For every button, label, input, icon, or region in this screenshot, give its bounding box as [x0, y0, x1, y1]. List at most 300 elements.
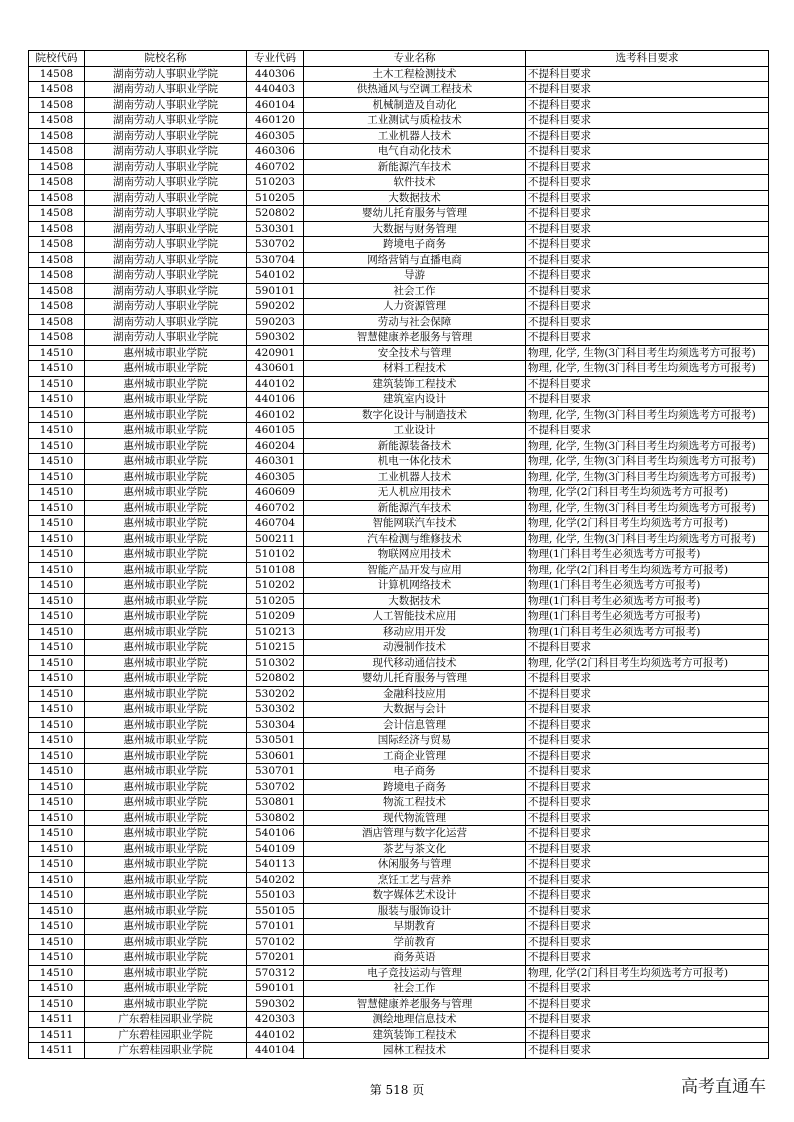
- school-name-cell: 惠州城市职业学院: [85, 562, 247, 578]
- major-name-cell: 酒店管理与数字化运营: [304, 826, 526, 842]
- table-row: [29, 934, 769, 950]
- major-code-cell: 510213: [247, 624, 304, 640]
- major-code-cell: 520802: [247, 206, 304, 222]
- table-row: [29, 190, 769, 206]
- major-name-cell: 建筑装饰工程技术: [304, 1027, 526, 1043]
- table-row: [29, 283, 769, 299]
- school-code-cell: 14510: [29, 841, 85, 857]
- school-code-cell: 14510: [29, 376, 85, 392]
- major-name-cell: 机械制造及自动化: [304, 97, 526, 113]
- major-code-cell: 530704: [247, 252, 304, 268]
- major-code-cell: 530702: [247, 779, 304, 795]
- major-code-cell: 510202: [247, 578, 304, 594]
- table-row: [29, 206, 769, 222]
- major-code-cell: 570312: [247, 965, 304, 981]
- table-row: [29, 996, 769, 1012]
- subject-requirement-cell: 物理, 化学, 生物(3门科目考生均须选考方可报考): [526, 361, 769, 377]
- school-code-cell: 14508: [29, 252, 85, 268]
- subject-requirement-cell: 物理(1门科目考生必须选考方可报考): [526, 609, 769, 625]
- major-code-cell: 510209: [247, 609, 304, 625]
- major-name-cell: 安全技术与管理: [304, 345, 526, 361]
- major-code-cell: 420901: [247, 345, 304, 361]
- table-row: [29, 345, 769, 361]
- subject-requirement-cell: 不提科目要求: [526, 686, 769, 702]
- major-code-cell: 460305: [247, 469, 304, 485]
- school-code-cell: 14510: [29, 748, 85, 764]
- major-name-cell: 人力资源管理: [304, 299, 526, 315]
- major-name-cell: 社会工作: [304, 283, 526, 299]
- school-name-cell: 广东碧桂园职业学院: [85, 1043, 247, 1059]
- major-code-cell: 440306: [247, 66, 304, 82]
- table-row: [29, 965, 769, 981]
- major-code-cell: 440106: [247, 392, 304, 408]
- table-row: [29, 686, 769, 702]
- school-name-cell: 惠州城市职业学院: [85, 407, 247, 423]
- subject-requirement-cell: 物理, 化学, 生物(3门科目考生均须选考方可报考): [526, 438, 769, 454]
- table-row: [29, 717, 769, 733]
- major-name-cell: 现代物流管理: [304, 810, 526, 826]
- subject-requirement-cell: 物理, 化学(2门科目考生均须选考方可报考): [526, 516, 769, 532]
- school-name-cell: 广东碧桂园职业学院: [85, 1012, 247, 1028]
- subject-requirement-cell: 不提科目要求: [526, 872, 769, 888]
- admission-requirements-table: [28, 50, 769, 1059]
- major-name-cell: 电子商务: [304, 764, 526, 780]
- table-row: [29, 841, 769, 857]
- school-code-cell: 14510: [29, 531, 85, 547]
- table-row: [29, 299, 769, 315]
- table-row: [29, 144, 769, 160]
- school-name-cell: 惠州城市职业学院: [85, 764, 247, 780]
- subject-requirement-cell: 不提科目要求: [526, 314, 769, 330]
- school-code-cell: 14511: [29, 1043, 85, 1059]
- table-row: [29, 547, 769, 563]
- subject-requirement-cell: 不提科目要求: [526, 1012, 769, 1028]
- major-code-cell: 540102: [247, 268, 304, 284]
- major-code-cell: 440102: [247, 1027, 304, 1043]
- major-name-cell: 移动应用开发: [304, 624, 526, 640]
- major-name-cell: 跨境电子商务: [304, 237, 526, 253]
- school-name-cell: 惠州城市职业学院: [85, 996, 247, 1012]
- school-name-cell: 湖南劳动人事职业学院: [85, 330, 247, 346]
- table-row: [29, 733, 769, 749]
- table-row: [29, 361, 769, 377]
- school-code-cell: 14508: [29, 82, 85, 98]
- major-name-cell: 大数据与会计: [304, 702, 526, 718]
- table-row: [29, 1027, 769, 1043]
- subject-requirement-cell: 不提科目要求: [526, 206, 769, 222]
- major-code-cell: 570102: [247, 934, 304, 950]
- subject-requirement-cell: 不提科目要求: [526, 66, 769, 82]
- school-code-cell: 14510: [29, 686, 85, 702]
- table-row: [29, 82, 769, 98]
- major-name-cell: 物联网应用技术: [304, 547, 526, 563]
- school-name-cell: 惠州城市职业学院: [85, 609, 247, 625]
- header-major-code: 专业代码: [247, 51, 304, 67]
- school-code-cell: 14508: [29, 221, 85, 237]
- major-name-cell: 工业设计: [304, 423, 526, 439]
- major-code-cell: 440104: [247, 1043, 304, 1059]
- school-code-cell: 14508: [29, 128, 85, 144]
- subject-requirement-cell: 不提科目要求: [526, 903, 769, 919]
- subject-requirement-cell: 不提科目要求: [526, 128, 769, 144]
- school-code-cell: 14510: [29, 469, 85, 485]
- major-code-cell: 460704: [247, 516, 304, 532]
- school-code-cell: 14510: [29, 981, 85, 997]
- school-name-cell: 湖南劳动人事职业学院: [85, 190, 247, 206]
- major-name-cell: 智能网联汽车技术: [304, 516, 526, 532]
- major-name-cell: 工业机器人技术: [304, 469, 526, 485]
- subject-requirement-cell: 不提科目要求: [526, 237, 769, 253]
- major-name-cell: 建筑室内设计: [304, 392, 526, 408]
- major-code-cell: 570101: [247, 919, 304, 935]
- school-code-cell: 14510: [29, 872, 85, 888]
- brand-logo-text: 高考直通车: [681, 1077, 766, 1097]
- school-name-cell: 惠州城市职业学院: [85, 578, 247, 594]
- subject-requirement-cell: 不提科目要求: [526, 888, 769, 904]
- major-code-cell: 460306: [247, 144, 304, 160]
- school-code-cell: 14508: [29, 66, 85, 82]
- table-row: [29, 609, 769, 625]
- table-row: [29, 578, 769, 594]
- major-name-cell: 土木工程检测技术: [304, 66, 526, 82]
- school-name-cell: 惠州城市职业学院: [85, 593, 247, 609]
- major-code-cell: 530202: [247, 686, 304, 702]
- school-code-cell: 14510: [29, 779, 85, 795]
- subject-requirement-cell: 物理, 化学(2门科目考生均须选考方可报考): [526, 562, 769, 578]
- school-code-cell: 14510: [29, 996, 85, 1012]
- subject-requirement-cell: 不提科目要求: [526, 113, 769, 129]
- table-row: [29, 593, 769, 609]
- school-name-cell: 惠州城市职业学院: [85, 624, 247, 640]
- subject-requirement-cell: 物理, 化学, 生物(3门科目考生均须选考方可报考): [526, 345, 769, 361]
- school-code-cell: 14510: [29, 795, 85, 811]
- subject-requirement-cell: 不提科目要求: [526, 826, 769, 842]
- subject-requirement-cell: 不提科目要求: [526, 1043, 769, 1059]
- major-name-cell: 园林工程技术: [304, 1043, 526, 1059]
- major-name-cell: 工业机器人技术: [304, 128, 526, 144]
- major-name-cell: 建筑装饰工程技术: [304, 376, 526, 392]
- school-code-cell: 14510: [29, 423, 85, 439]
- subject-requirement-cell: 不提科目要求: [526, 330, 769, 346]
- school-name-cell: 惠州城市职业学院: [85, 640, 247, 656]
- school-code-cell: 14510: [29, 500, 85, 516]
- major-code-cell: 550105: [247, 903, 304, 919]
- major-code-cell: 540109: [247, 841, 304, 857]
- school-code-cell: 14510: [29, 392, 85, 408]
- subject-requirement-cell: 不提科目要求: [526, 268, 769, 284]
- subject-requirement-cell: 物理, 化学(2门科目考生均须选考方可报考): [526, 965, 769, 981]
- table-row: [29, 764, 769, 780]
- major-code-cell: 440102: [247, 376, 304, 392]
- major-code-cell: 590302: [247, 330, 304, 346]
- major-code-cell: 530701: [247, 764, 304, 780]
- table-row: [29, 919, 769, 935]
- major-code-cell: 460702: [247, 500, 304, 516]
- school-name-cell: 湖南劳动人事职业学院: [85, 206, 247, 222]
- school-code-cell: 14510: [29, 965, 85, 981]
- school-name-cell: 惠州城市职业学院: [85, 810, 247, 826]
- table-row: [29, 857, 769, 873]
- table-row: [29, 500, 769, 516]
- school-code-cell: 14508: [29, 97, 85, 113]
- major-name-cell: 国际经济与贸易: [304, 733, 526, 749]
- school-code-cell: 14510: [29, 717, 85, 733]
- major-name-cell: 工商企业管理: [304, 748, 526, 764]
- major-name-cell: 新能源装备技术: [304, 438, 526, 454]
- school-name-cell: 湖南劳动人事职业学院: [85, 97, 247, 113]
- table-row: [29, 128, 769, 144]
- major-code-cell: 460204: [247, 438, 304, 454]
- school-code-cell: 14510: [29, 903, 85, 919]
- subject-requirement-cell: 物理, 化学, 生物(3门科目考生均须选考方可报考): [526, 531, 769, 547]
- school-code-cell: 14508: [29, 175, 85, 191]
- major-name-cell: 工业测试与质检技术: [304, 113, 526, 129]
- subject-requirement-cell: 不提科目要求: [526, 640, 769, 656]
- subject-requirement-cell: 不提科目要求: [526, 392, 769, 408]
- admission-table-container: [28, 50, 768, 1059]
- major-code-cell: 530304: [247, 717, 304, 733]
- subject-requirement-cell: 物理, 化学, 生物(3门科目考生均须选考方可报考): [526, 469, 769, 485]
- major-code-cell: 430601: [247, 361, 304, 377]
- school-name-cell: 湖南劳动人事职业学院: [85, 128, 247, 144]
- school-name-cell: 惠州城市职业学院: [85, 500, 247, 516]
- major-code-cell: 460104: [247, 97, 304, 113]
- school-code-cell: 14510: [29, 671, 85, 687]
- table-row: [29, 175, 769, 191]
- major-code-cell: 530302: [247, 702, 304, 718]
- major-name-cell: 跨境电子商务: [304, 779, 526, 795]
- major-name-cell: 婴幼儿托育服务与管理: [304, 671, 526, 687]
- major-name-cell: 茶艺与茶文化: [304, 841, 526, 857]
- major-code-cell: 460702: [247, 159, 304, 175]
- subject-requirement-cell: 物理, 化学, 生物(3门科目考生均须选考方可报考): [526, 454, 769, 470]
- major-name-cell: 大数据技术: [304, 190, 526, 206]
- major-code-cell: 460120: [247, 113, 304, 129]
- school-name-cell: 惠州城市职业学院: [85, 423, 247, 439]
- school-code-cell: 14511: [29, 1027, 85, 1043]
- table-body: [29, 66, 769, 1058]
- school-code-cell: 14508: [29, 206, 85, 222]
- school-code-cell: 14508: [29, 283, 85, 299]
- school-name-cell: 惠州城市职业学院: [85, 376, 247, 392]
- school-code-cell: 14510: [29, 919, 85, 935]
- major-code-cell: 540106: [247, 826, 304, 842]
- major-name-cell: 劳动与社会保障: [304, 314, 526, 330]
- subject-requirement-cell: 不提科目要求: [526, 733, 769, 749]
- subject-requirement-cell: 不提科目要求: [526, 1027, 769, 1043]
- table-row: [29, 66, 769, 82]
- table-row: [29, 330, 769, 346]
- major-name-cell: 智能产品开发与应用: [304, 562, 526, 578]
- subject-requirement-cell: 物理(1门科目考生必须选考方可报考): [526, 547, 769, 563]
- school-name-cell: 惠州城市职业学院: [85, 919, 247, 935]
- subject-requirement-cell: 不提科目要求: [526, 82, 769, 98]
- school-name-cell: 惠州城市职业学院: [85, 888, 247, 904]
- school-code-cell: 14508: [29, 268, 85, 284]
- school-name-cell: 惠州城市职业学院: [85, 841, 247, 857]
- subject-requirement-cell: 不提科目要求: [526, 702, 769, 718]
- table-row: [29, 97, 769, 113]
- school-name-cell: 惠州城市职业学院: [85, 531, 247, 547]
- subject-requirement-cell: 不提科目要求: [526, 252, 769, 268]
- major-name-cell: 无人机应用技术: [304, 485, 526, 501]
- school-name-cell: 惠州城市职业学院: [85, 934, 247, 950]
- table-row: [29, 748, 769, 764]
- major-code-cell: 510302: [247, 655, 304, 671]
- subject-requirement-cell: 物理(1门科目考生必须选考方可报考): [526, 624, 769, 640]
- table-row: [29, 423, 769, 439]
- school-code-cell: 14510: [29, 547, 85, 563]
- school-code-cell: 14510: [29, 810, 85, 826]
- major-name-cell: 大数据与财务管理: [304, 221, 526, 237]
- subject-requirement-cell: 不提科目要求: [526, 841, 769, 857]
- school-name-cell: 惠州城市职业学院: [85, 485, 247, 501]
- school-code-cell: 14508: [29, 299, 85, 315]
- school-code-cell: 14510: [29, 826, 85, 842]
- school-name-cell: 惠州城市职业学院: [85, 748, 247, 764]
- table-row: [29, 376, 769, 392]
- school-name-cell: 惠州城市职业学院: [85, 965, 247, 981]
- school-name-cell: 惠州城市职业学院: [85, 655, 247, 671]
- table-row: [29, 562, 769, 578]
- major-name-cell: 会计信息管理: [304, 717, 526, 733]
- school-code-cell: 14510: [29, 578, 85, 594]
- school-code-cell: 14510: [29, 454, 85, 470]
- table-row: [29, 159, 769, 175]
- major-name-cell: 金融科技应用: [304, 686, 526, 702]
- major-name-cell: 供热通风与空调工程技术: [304, 82, 526, 98]
- subject-requirement-cell: 不提科目要求: [526, 423, 769, 439]
- table-row: [29, 671, 769, 687]
- major-name-cell: 服装与服饰设计: [304, 903, 526, 919]
- table-row: [29, 826, 769, 842]
- table-row: [29, 221, 769, 237]
- school-code-cell: 14508: [29, 144, 85, 160]
- major-name-cell: 数字媒体艺术设计: [304, 888, 526, 904]
- school-name-cell: 惠州城市职业学院: [85, 671, 247, 687]
- major-name-cell: 学前教育: [304, 934, 526, 950]
- major-code-cell: 460609: [247, 485, 304, 501]
- school-code-cell: 14510: [29, 950, 85, 966]
- school-code-cell: 14511: [29, 1012, 85, 1028]
- subject-requirement-cell: 物理, 化学, 生物(3门科目考生均须选考方可报考): [526, 500, 769, 516]
- subject-requirement-cell: 物理, 化学, 生物(3门科目考生均须选考方可报考): [526, 407, 769, 423]
- major-code-cell: 530802: [247, 810, 304, 826]
- major-name-cell: 软件技术: [304, 175, 526, 191]
- table-row: [29, 516, 769, 532]
- major-name-cell: 汽车检测与维修技术: [304, 531, 526, 547]
- major-code-cell: 510215: [247, 640, 304, 656]
- major-name-cell: 人工智能技术应用: [304, 609, 526, 625]
- subject-requirement-cell: 物理, 化学(2门科目考生均须选考方可报考): [526, 655, 769, 671]
- table-row: [29, 795, 769, 811]
- school-name-cell: 湖南劳动人事职业学院: [85, 299, 247, 315]
- major-code-cell: 510203: [247, 175, 304, 191]
- subject-requirement-cell: 不提科目要求: [526, 779, 769, 795]
- school-code-cell: 14508: [29, 237, 85, 253]
- subject-requirement-cell: 不提科目要求: [526, 221, 769, 237]
- table-row: [29, 237, 769, 253]
- table-row: [29, 438, 769, 454]
- major-code-cell: 590302: [247, 996, 304, 1012]
- subject-requirement-cell: 不提科目要求: [526, 144, 769, 160]
- major-code-cell: 520802: [247, 671, 304, 687]
- school-name-cell: 惠州城市职业学院: [85, 516, 247, 532]
- school-name-cell: 惠州城市职业学院: [85, 686, 247, 702]
- school-code-cell: 14508: [29, 314, 85, 330]
- major-code-cell: 590101: [247, 283, 304, 299]
- subject-requirement-cell: 不提科目要求: [526, 717, 769, 733]
- school-code-cell: 14510: [29, 562, 85, 578]
- school-name-cell: 湖南劳动人事职业学院: [85, 66, 247, 82]
- school-name-cell: 惠州城市职业学院: [85, 717, 247, 733]
- major-name-cell: 商务英语: [304, 950, 526, 966]
- major-name-cell: 计算机网络技术: [304, 578, 526, 594]
- major-name-cell: 婴幼儿托育服务与管理: [304, 206, 526, 222]
- table-header-row: [29, 51, 769, 67]
- major-name-cell: 数字化设计与制造技术: [304, 407, 526, 423]
- subject-requirement-cell: 不提科目要求: [526, 810, 769, 826]
- major-code-cell: 540113: [247, 857, 304, 873]
- major-name-cell: 电子竞技运动与管理: [304, 965, 526, 981]
- major-name-cell: 动漫制作技术: [304, 640, 526, 656]
- major-code-cell: 440403: [247, 82, 304, 98]
- subject-requirement-cell: 不提科目要求: [526, 934, 769, 950]
- school-code-cell: 14510: [29, 640, 85, 656]
- major-name-cell: 测绘地理信息技术: [304, 1012, 526, 1028]
- major-name-cell: 智慧健康养老服务与管理: [304, 330, 526, 346]
- header-subject-requirement: 选考科目要求: [526, 51, 769, 67]
- school-name-cell: 惠州城市职业学院: [85, 779, 247, 795]
- major-code-cell: 590101: [247, 981, 304, 997]
- major-code-cell: 510108: [247, 562, 304, 578]
- school-code-cell: 14510: [29, 361, 85, 377]
- school-name-cell: 湖南劳动人事职业学院: [85, 144, 247, 160]
- school-code-cell: 14510: [29, 624, 85, 640]
- school-code-cell: 14510: [29, 934, 85, 950]
- school-code-cell: 14510: [29, 485, 85, 501]
- school-name-cell: 惠州城市职业学院: [85, 795, 247, 811]
- school-name-cell: 惠州城市职业学院: [85, 857, 247, 873]
- major-name-cell: 新能源汽车技术: [304, 500, 526, 516]
- major-code-cell: 530301: [247, 221, 304, 237]
- major-name-cell: 智慧健康养老服务与管理: [304, 996, 526, 1012]
- school-name-cell: 惠州城市职业学院: [85, 438, 247, 454]
- school-code-cell: 14510: [29, 702, 85, 718]
- table-row: [29, 810, 769, 826]
- table-row: [29, 903, 769, 919]
- table-row: [29, 624, 769, 640]
- subject-requirement-cell: 不提科目要求: [526, 795, 769, 811]
- school-code-cell: 14510: [29, 764, 85, 780]
- major-code-cell: 420303: [247, 1012, 304, 1028]
- major-code-cell: 590203: [247, 314, 304, 330]
- major-name-cell: 大数据技术: [304, 593, 526, 609]
- header-major-name: 专业名称: [304, 51, 526, 67]
- major-name-cell: 烹饪工艺与营养: [304, 872, 526, 888]
- major-name-cell: 物流工程技术: [304, 795, 526, 811]
- major-name-cell: 新能源汽车技术: [304, 159, 526, 175]
- subject-requirement-cell: 物理, 化学(2门科目考生均须选考方可报考): [526, 485, 769, 501]
- table-row: [29, 252, 769, 268]
- school-code-cell: 14510: [29, 609, 85, 625]
- school-name-cell: 湖南劳动人事职业学院: [85, 237, 247, 253]
- school-name-cell: 惠州城市职业学院: [85, 733, 247, 749]
- school-name-cell: 惠州城市职业学院: [85, 702, 247, 718]
- table-row: [29, 314, 769, 330]
- header-school-code: 院校代码: [29, 51, 85, 67]
- subject-requirement-cell: 不提科目要求: [526, 190, 769, 206]
